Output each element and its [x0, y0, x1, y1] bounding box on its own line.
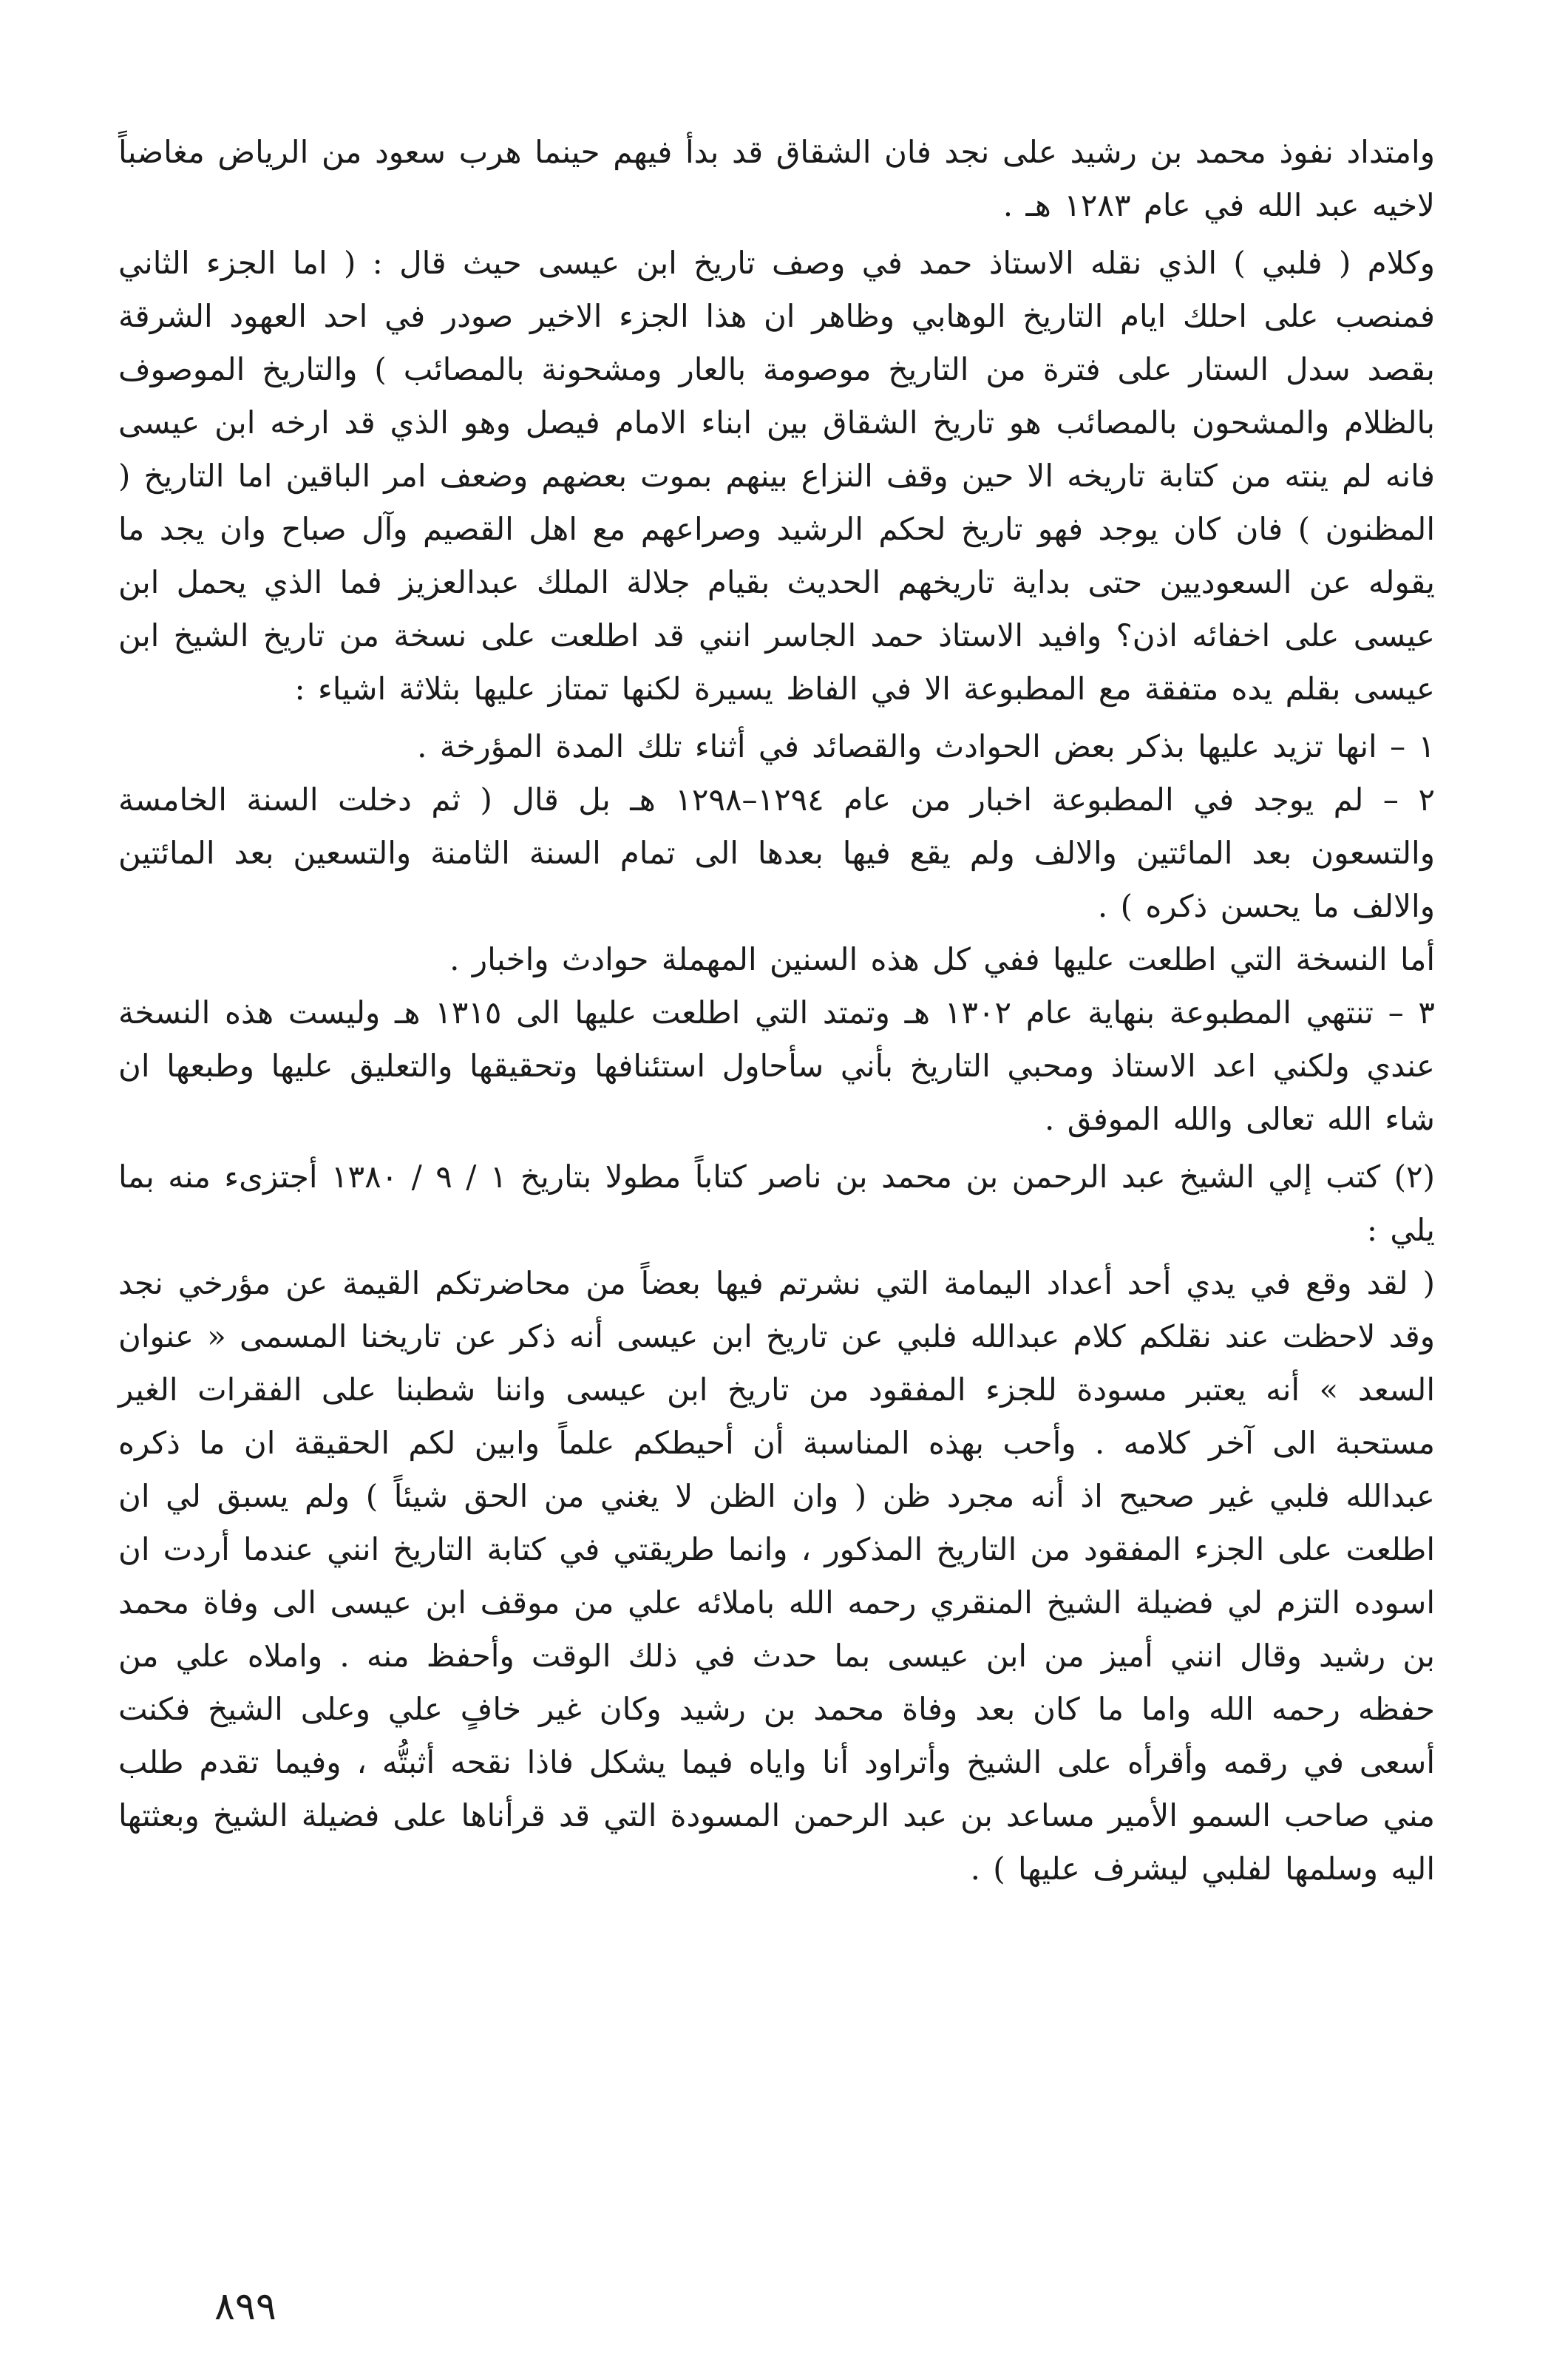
footnote-2-quote: ( لقد وقع في يدي أحد أعداد اليمامة التي نشرتم فيها بعضاً من محاضرتكم القيمة عن مؤرخي نجد وقد لاحظت عند نقلكم كلام عبدالله فلبي عن تاريخ ابن عيسى أنه ذكر عن تاريخنا المسمى « عنوان السعد » أنه يعتبر مسودة للجزء المفقود من تاريخ ابن عيسى واننا شطبنا على الفقرات الغير مستحبة الى آخر كلامه . وأحب بهذه المناسبة أن أحيطكم علماً وابين لكم الحقيقة ان ما ذكره عبدالله فلبي غير صحيح اذ أنه مجرد ظن ( وان الظن لا يغني من الحق شيئاً ) ولم يسبق لي ان اطلعت على الجزء المفقود من التاريخ المذكور ، وانما طريقتي في كتابة التاريخ انني عندما أردت ان اسوده التزم لي فضيلة الشيخ المنقري رحمه الله باملائه علي من موقف ابن عيسى الى وفاة محمد بن رشيد وقال انني أميز من ابن عيسى بما حدث في ذلك الوقت وأحفظ منه . واملاه علي من حفظه رحمه الله واما ما كان بعد وفاة محمد بن رشيد وكان غير خافٍ علي وعلى الشيخ فكنت أسعى في رقمه وأقرأه على الشيخ وأتراود أنا واياه فيما يشكل فاذا نقحه أثبتُّه ، وفيما تقدم طلب مني صاحب السمو الأمير مساعد بن عبد الرحمن المسودة التي قد قرأناها على فضيلة الشيخ وبعثتها اليه وسلمها لفلبي ليشرف عليها ) . [118, 1265, 1435, 1887]
list-item-1: ١ – انها تزيد عليها بذكر بعض الحوادث والقصائد في أثناء تلك المدة المؤرخة . [417, 728, 1435, 764]
page-number: ٨٩٩ [214, 2285, 276, 2329]
footnote-2-intro: (٢) كتب إلي الشيخ عبد الرحمن بن محمد بن ناصر كتاباً مطولا بتاريخ ١ / ٩ / ١٣٨٠ أجتزىء منه بما يلي : [118, 1159, 1435, 1248]
paragraph-2: وكلام ( فلبي ) الذي نقله الاستاذ حمد في وصف تاريخ ابن عيسى حيث قال : ( اما الجزء الثاني فمنصب على احلك ايام التاريخ الوهابي وظاهر ان هذا الجزء الاخير صودر في احد العهود الشرقة بقصد سدل الستار على فترة من التاريخ موصومة بالعار ومشحونة بالمصائب ) والتاريخ الموصوف بالظلام والمشحون بالمصائب هو تاريخ الشقاق بين ابناء الامام فيصل وهو الذي قد ارخه ابن عيسى فانه لم ينته من كتابة تاريخه الا حين وقف النزاع بينهم بموت بعضهم وضعف امر الباقين اما التاريخ ( المظنون ) فان كان يوجد فهو تاريخ لحكم الرشيد وصراعهم مع اهل القصيم وآل صباح وان يجد ما يقوله عن السعوديين حتى بداية تاريخهم الحديث بقيام جلالة الملك عبدالعزيز فما الذي يحمل ابن عيسى على اخفائه اذن؟ وافيد الاستاذ حمد الجاسر انني قد اطلعت على نسخة من تاريخ الشيخ ابن عيسى بقلم يده متفقة مع المطبوعة الا في الفاظ يسيرة لكنها تمتاز عليها بثلاثة اشياء : [118, 245, 1435, 707]
paragraph-1: وامتداد نفوذ محمد بن رشيد على نجد فان الشقاق قد بدأ فيهم حينما هرب سعود من الرياض مغاضباً لاخيه عبد الله في عام ١٢٨٣ هـ . [118, 134, 1435, 223]
list-item-2: ٢ – لم يوجد في المطبوعة اخبار من عام ١٢٩٤–١٢٩٨ هـ بل قال ( ثم دخلت السنة الخامسة والتسعون بعد المائتين والالف ولم يقع فيها بعدها الى تمام السنة الثامنة والتسعين بعد المائتين والالف ما يحسن ذكره ) . [118, 781, 1436, 924]
paragraph-3: أما النسخة التي اطلعت عليها ففي كل هذه السنين المهملة حوادث واخبار . [449, 941, 1435, 977]
body-text [118, 126, 1435, 1896]
list-item-3: ٣ – تنتهي المطبوعة بنهاية عام ١٣٠٢ هـ وتمتد التي اطلعت عليها الى ١٣١٥ هـ وليست هذه النسخة عندي ولكني اعد الاستاذ ومحبي التاريخ بأني سأحاول استئنافها وتحقيقها والتعليق عليها وطبعها ان شاء الله تعالى والله الموفق . [118, 994, 1435, 1137]
